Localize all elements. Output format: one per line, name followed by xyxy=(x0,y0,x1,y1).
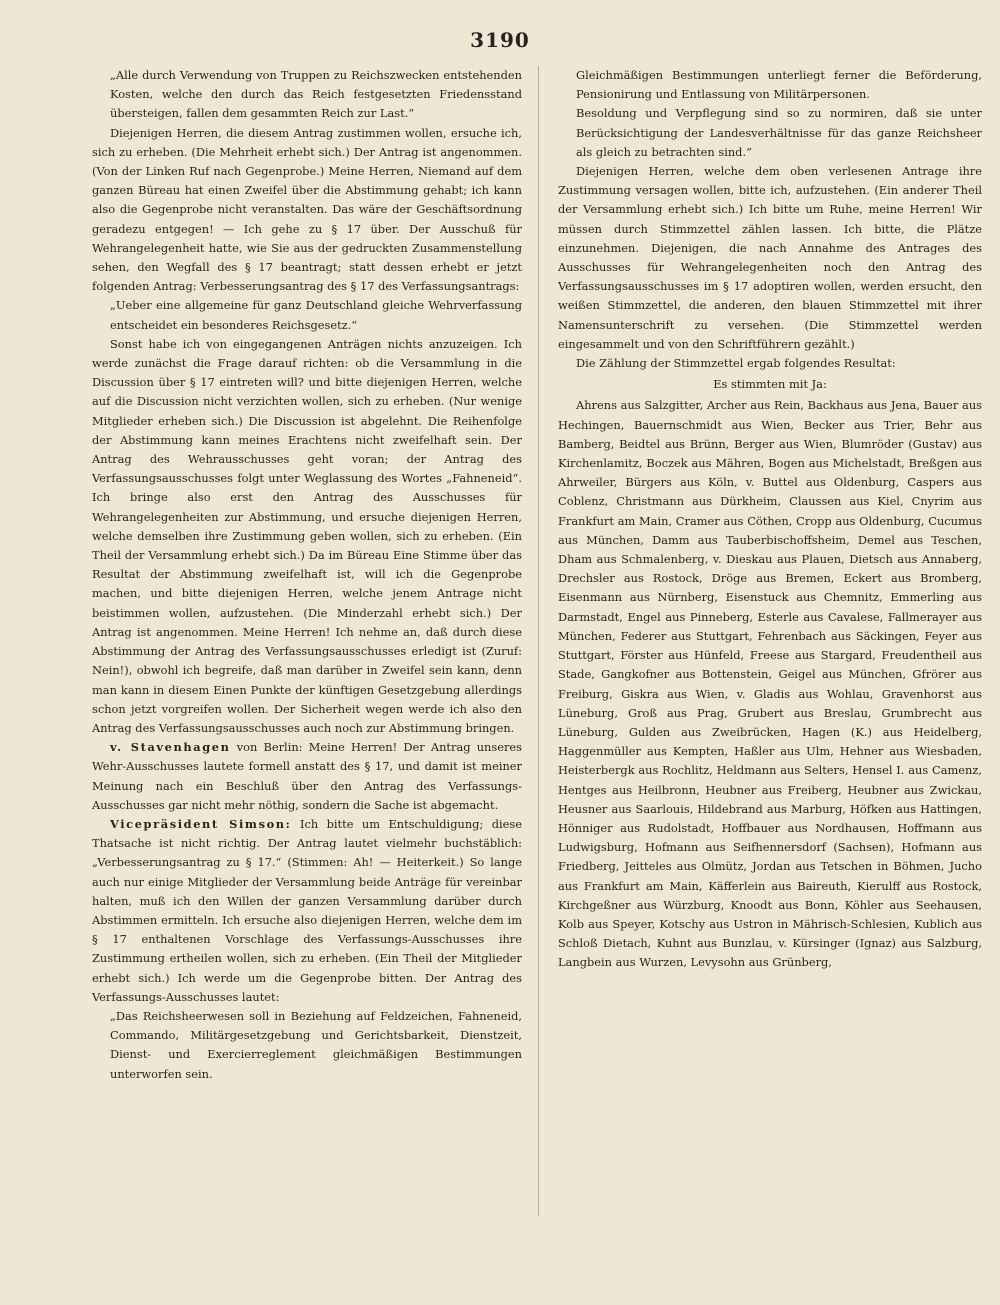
left-column xyxy=(92,66,522,1084)
paragraph: Die Zählung der Stimmzettel ergab folgendes Resultat: xyxy=(576,356,896,371)
quoted-motion: „Das Reichsheerwesen soll in Beziehung auf Feldzeichen, Fahneneid, Commando, Militärgesetzgebung und Gerichtsbarkeit, Dienstzeit, Dienst- und Exercierreglement gleichmäßigen Bestimmungen unterworfen sein. xyxy=(110,1008,522,1081)
right-column xyxy=(558,66,982,973)
speaker-name: v. Stavenhagen xyxy=(110,740,231,755)
speech xyxy=(92,815,522,1007)
speech xyxy=(92,738,522,815)
quoted-motion: Gleichmäßigen Bestimmungen unterliegt ferner die Beförderung, Pensionirung und Entlassung von Militärpersonen. xyxy=(576,68,982,102)
quoted-motion: „Alle durch Verwendung von Truppen zu Reichszwecken entstehenden Kosten, welche den durch das Reich festgesetzten Friedensstand übersteigen, fallen dem gesammten Reich zur Last.“ xyxy=(110,68,522,121)
vote-heading: Es stimmten mit Ja: xyxy=(713,377,827,392)
speaker-name: Vicepräsident Simson: xyxy=(110,816,292,831)
speech-text: Ich bitte um Entschuldigung; diese Thatsache ist nicht richtig. Der Antrag lautet vielmehr buchstäblich: „Verbesserungsantrag zu § 17.“ (Stimmen: Ah! — Heiterkeit.) So lange auch nur einige Mitglieder der Versammlung beide Anträge für vereinbar halten, muß ich den Willen der ganzen Versammlung darüber durch Abstimmen ermitteln. Ich ersuche also diejenigen Herren, welche dem im § 17 enthaltenen Vorschlage des Verfassungs-Ausschusses ihre Zustimmung ertheilen wollen, sich zu erheben. (Ein Theil der Mitglieder erhebt sich.) Ich werde um die Gegenprobe bitten. Der Antrag des Verfassungs-Ausschusses lautet: xyxy=(92,816,522,1004)
page-number: 3190 xyxy=(470,28,530,52)
speech-text: von Berlin: Meine Herren! Der Antrag unseres Wehr-Ausschusses lautete formell anstatt des § 17, und damit ist meiner Meinung nach ein Beschluß über den Antrag des Verfassungs-Ausschusses gar nicht mehr nöthig, sondern die Sache ist abgemacht. xyxy=(92,740,522,812)
quoted-motion: Besoldung und Verpflegung sind so zu normiren, daß sie unter Berücksichtigung der Landesverhältnisse für das ganze Reichsheer als gleich zu betrachten sind.“ xyxy=(576,106,982,159)
column-divider xyxy=(538,66,539,1216)
paragraph: Diejenigen Herren, die diesem Antrag zustimmen wollen, ersuche ich, sich zu erheben. (Die Mehrheit erhebt sich.) Der Antrag ist angenommen. (Von der Linken Ruf nach Gegenprobe.) Meine Herren, Niemand auf dem ganzen Büreau hat einen Zweifel über die Abstimmung gehabt; ich kann also die Gegenprobe nicht veranstalten. Das wäre der Geschäftsordnung geradezu entgegen! — Ich gehe zu § 17 über. Der Ausschuß für Wehrangelegenheit hatte, wie Sie aus der gedruckten Zusammenstellung sehen, den Wegfall des § 17 beantragt; statt dessen erhebt er jetzt folgenden Antrag: Verbesserungsantrag des § 17 des Verfassungsantrags: xyxy=(92,125,522,294)
quoted-motion: „Ueber eine allgemeine für ganz Deutschland gleiche Wehrverfassung entscheidet ein besonderes Reichsgesetz.“ xyxy=(110,298,522,332)
name-list: Ahrens aus Salzgitter, Archer aus Rein, Backhaus aus Jena, Bauer aus Hechingen, Bauernschmidt aus Wien, Becker aus Trier, Behr aus Bamberg, Beidtel aus Brünn, Berger aus Wien, Blumröder (Gustav) aus Kirchenlamitz, Boczek aus Mähren, Bogen aus Michelstadt, Breßgen aus Ahrweiler, Bürgers aus Köln, v. Buttel aus Oldenburg, Caspers aus Coblenz, Christmann aus Dürkheim, Claussen aus Kiel, Cnyrim aus Frankfurt am Main, Cramer aus Cöthen, Cropp aus Oldenburg, Cucumus aus München, Damm aus Tauberbischoffsheim, Demel aus Teschen, Dham aus Schmalenberg, v. Dieskau aus Plauen, Dietsch aus Annaberg, Drechsler aus Rostock, Dröge aus Bremen, Eckert aus Bromberg, Eisenmann aus Nürnberg, Eisenstuck aus Chemnitz, Emmerling aus Darmstadt, Engel aus Pinneberg, Esterle aus Cavalese, Fallmerayer aus München, Federer aus Stuttgart, Fehrenbach aus Säckingen, Feyer aus Stuttgart, Förster aus Hünfeld, Freese aus Stargard, Freudentheil aus Stade, Gangkofner aus Bottenstein, Geigel aus München, Gfrörer aus Freiburg, Giskra aus Wien, v. Gladis aus Wohlau, Gravenhorst aus Lüneburg, Groß aus Prag, Grubert aus Breslau, Grumbrecht aus Lüneburg, Gulden aus Zweibrücken, Hagen (K.) aus Heidelberg, Haggenmüller aus Kempten, Haßler aus Ulm, Hehner aus Wiesbaden, Heisterbergk aus Rochlitz, Heldmann aus Selters, Hensel I. aus Camenz, Hentges aus Heilbronn, Heubner aus Freiberg, Heubner aus Zwickau, Heusner aus Saarlouis, Hildebrand aus Marburg, Höfken aus Hattingen, Hönniger aus Rudolstadt, Hoffbauer aus Nordhausen, Hoffmann aus Ludwigsburg, Hofmann aus Seifhennersdorf (Sachsen), Hofmann aus Friedberg, Jeitteles aus Olmütz, Jordan aus Tetschen in Böhmen, Jucho aus Frankfurt am Main, Käfferlein aus Baireuth, Kierulff aus Rostock, Kirchgeßner aus Würzburg, Knoodt aus Bonn, Köhler aus Seehausen, Kolb aus Speyer, Kotschy aus Ustron in Mährisch-Schlesien, Kublich aus Schloß Dietach, Kuhnt aus Bunzlau, v. Kürsinger (Ignaz) aus Salzburg, Langbein aus Wurzen, Levysohn aus Grünberg, xyxy=(558,398,982,970)
paragraph: Sonst habe ich von eingegangenen Anträgen nichts anzuzeigen. Ich werde zunächst die Frage darauf richten: ob die Versammlung in die Discussion über § 17 eintreten will? und bitte diejenigen Herren, welche auf die Discussion nicht verzichten wollen, sich zu erheben. (Nur wenige Mitglieder erheben sich.) Die Discussion ist abgelehnt. Die Reihenfolge der Abstimmung kann meines Erachtens nicht zweifelhaft sein. Der Antrag des Wehrausschusses geht voran; der Antrag des Verfassungsausschusses folgt unter Weglassung des Wortes „Fahneneid“. Ich bringe also erst den Antrag des Ausschusses für Wehrangelegenheiten zur Abstimmung, und ersuche diejenigen Herren, welche demselben ihre Zustimmung geben wollen, sich zu erheben. (Ein Theil der Versammlung erhebt sich.) Da im Büreau Eine Stimme über das Resultat der Abstimmung zweifelhaft ist, will ich die Gegenprobe machen, und bitte diejenigen Herren, welche jenem Antrage nicht beistimmen wollen, aufzustehen. (Die Minderzahl erhebt sich.) Der Antrag ist angenommen. Meine Herren! Ich nehme an, daß durch diese Abstimmung der Antrag des Verfassungsausschusses erledigt ist (Zuruf: Nein!), obwohl ich begreife, daß man darüber in Zweifel sein kann, denn man kann in diesem Einen Punkte der künftigen Gesetzgebung allerdings schon jetzt vorgreifen wollen. Der Sicherheit wegen werde ich also den Antrag des Verfassungsausschusses auch noch zur Abstimmung bringen. xyxy=(92,336,522,735)
paragraph: Diejenigen Herren, welche dem oben verlesenen Antrage ihre Zustimmung versagen wollen, bitte ich, aufzustehen. (Ein anderer Theil der Versammlung erhebt sich.) Ich bitte um Ruhe, meine Herren! Wir müssen durch Stimmzettel zählen lassen. Ich bitte, die Plätze einzunehmen. Diejenigen, die nach Annahme des Antrages des Ausschusses für Wehrangelegenheiten noch den Antrag des Verfassungsausschusses im § 17 adoptiren wollen, werden ersucht, den weißen Stimmzettel, die anderen, den blauen Stimmzettel mit ihrer Namensunterschrift zu versehen. (Die Stimmzettel werden eingesammelt und von den Schriftführern gezählt.) xyxy=(558,164,982,351)
